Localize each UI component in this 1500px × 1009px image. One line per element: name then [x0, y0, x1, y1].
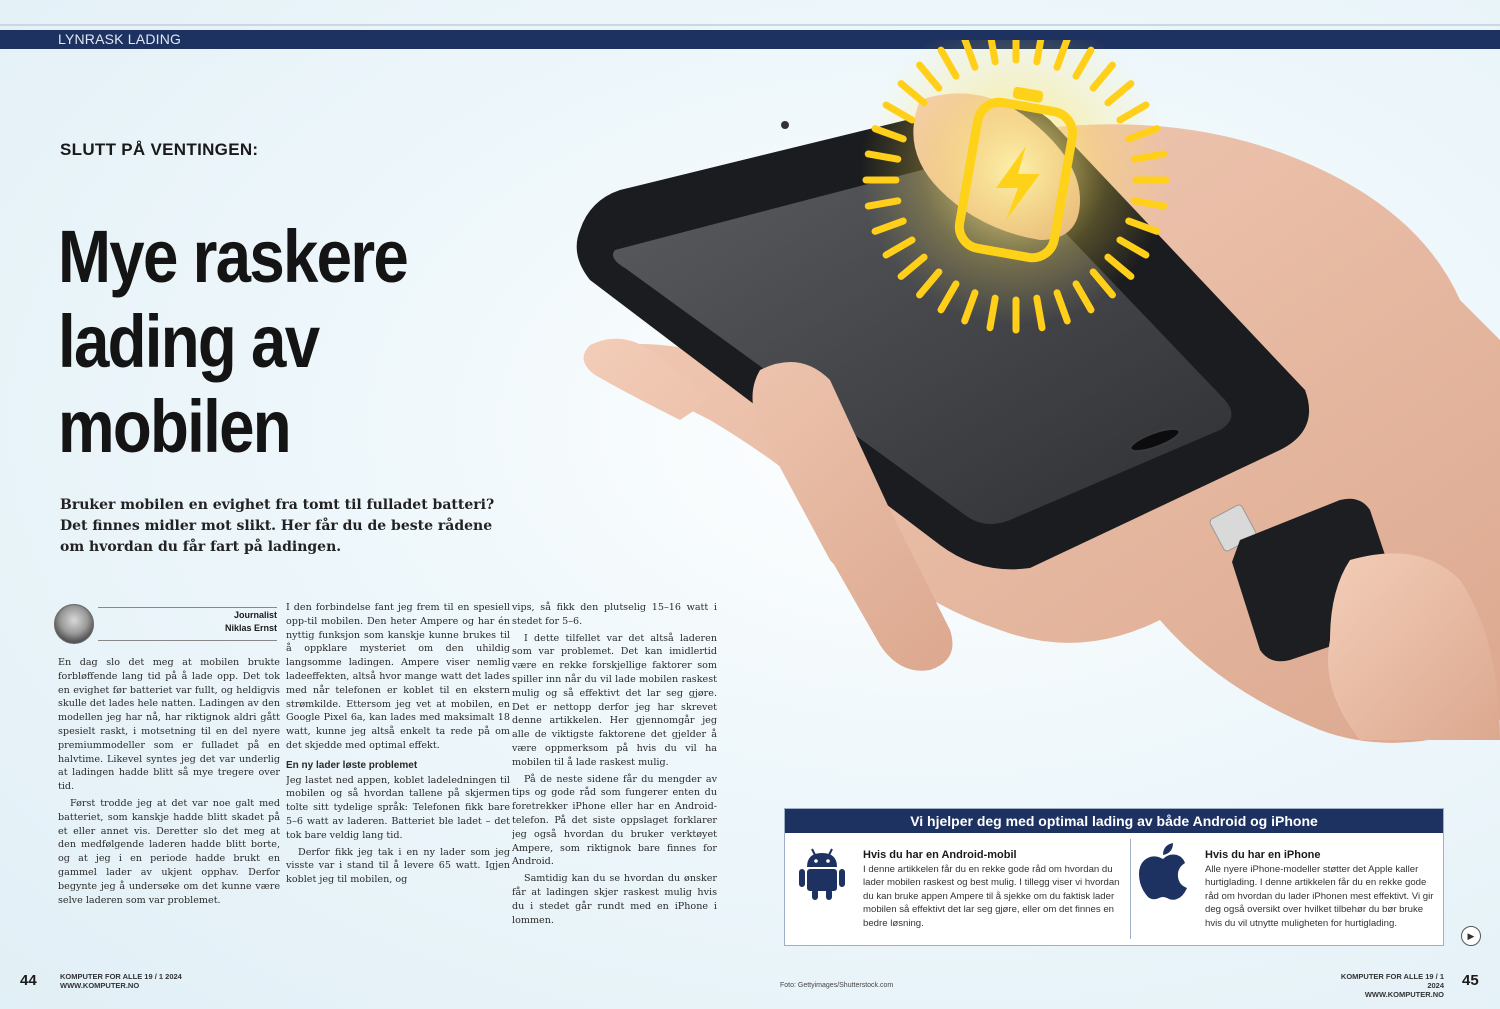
body-column-3: [512, 601, 717, 946]
footer-meta-left: [60, 972, 182, 990]
body-paragraph: En dag slo det meg at mobilen brukte forbløffende lang tid på å lade opp. Det tok en evighet før batteriet var fullt, og heldigvis skulle det lades hele natten. Ladingen av den modellen jeg har nå, har riktignok aldri gått spesielt raskt, i motsetning til en del nyere premiummodeller som er fulladet på en halvtime. Likevel syntes jeg det var underlig at ladingen hadde blitt så mye tregere over tid.: [58, 657, 280, 793]
page-number-right: 45: [1462, 972, 1479, 989]
footer-magazine: KOMPUTER FOR ALLE 19 / 1 2024: [60, 972, 182, 981]
headline-line-2: lading av: [58, 300, 319, 383]
footer-website: WWW.KOMPUTER.NO: [60, 981, 140, 990]
iphone-text: Alle nyere iPhone-modeller støtter det Apple kaller hurtiglading. I denne artikkelen får du en rekke gode råd om hvordan du lader iPhonen mest effektivt. Vi gir deg også oversikt over hvilket tilbehør du bør bruke hvis du vil utnytte muligheten for hurtiglading.: [1205, 864, 1434, 929]
android-title: Hvis du har en Android-mobil: [863, 849, 1017, 861]
page-number-left: 44: [20, 972, 37, 989]
body-paragraph: I dette tilfellet var det altså laderen som var problemet. Det kan imidlertid være en rekke forskjellige faktorer som spiller inn når du vil lade mobilen raskest mulig og så effektivt det lar seg gjøre. Det er nettopp derfor jeg har skrevet denne artikkelen. Her gjennomgår jeg alle de viktigste faktorene det gjelder å være oppmerksom på hvis du vil ha mobilen til å lade raskest mulig.: [512, 632, 717, 768]
byline: [54, 604, 277, 644]
phone-camera: [781, 121, 789, 129]
android-robot-icon: [797, 845, 847, 901]
body-column-2: [286, 601, 510, 956]
info-box-title: Vi hjelper deg med optimal lading av både Android og iPhone: [785, 809, 1443, 833]
footer-website: WWW.KOMPUTER.NO: [1364, 990, 1444, 999]
byline-role: Journalist: [233, 610, 277, 620]
author-avatar: [54, 604, 94, 644]
apple-logo-icon: [1137, 841, 1189, 901]
footer-magazine: KOMPUTER FOR ALLE 19 / 1 2024: [1340, 972, 1444, 990]
body-paragraph: Derfor fikk jeg tak i en ny lader som jeg visste var i stand til å levere 65 watt. Igjen koblet jeg til mobilen, og: [286, 846, 510, 886]
article-headline: [58, 214, 578, 469]
body-paragraph: I den forbindelse fant jeg frem til en spesiell opp-til mobilen. Den heter Ampere og har én nyttig funksjon som kanskje kunne brukes til å oppklare mysteriet om den uhildig langsomme ladingen. Ampere viser nemlig ladeeffekten, altså hvor mange watt det lades med når telefonen er koblet til en ekstern strømkilde. Ettersom jeg vet at mobilen, en Google Pixel 6a, kan lades med maksimalt 18 watt, kunne jeg altså enkelt ta rede på om det skjedde med optimal effekt.: [286, 602, 510, 751]
headline-line-1: Mye raskere: [58, 215, 408, 298]
byline-name: Niklas Ernst: [224, 623, 277, 633]
info-box: [784, 808, 1444, 946]
top-rule: [0, 24, 1500, 26]
next-page-button[interactable]: ▶: [1461, 926, 1481, 946]
iphone-title: Hvis du har en iPhone: [1205, 849, 1321, 861]
section-label: LYNRASK LADING: [58, 31, 182, 47]
body-paragraph: Først trodde jeg at det var noe galt med batteriet, som kanskje hadde blitt skadet på et eller annet vis. Deretter slo det meg at den medfølgende laderen hadde blitt borte, og at jeg i en periode hadde brukt en gammel lader av ukjent opphav. Derfor begynte jeg å undersøke om det kunne være selve laderen som var problemet.: [58, 797, 280, 906]
body-paragraph: Samtidig kan du se hvordan du ønsker får at ladingen skjer raskest mulig hvis du i stedet går rundt med en iPhone i lommen.: [512, 873, 717, 926]
body-paragraph: På de neste sidene får du mengder av tips og gode råd som fungerer enten du foretrekker iPhone eller har en Android-telefon. På det siste oppslaget forklarer jeg også hvordan du bruker verktøyet Ampere, som riktignok bare finnes for Android.: [512, 773, 717, 868]
body-paragraph: Jeg lastet ned appen, koblet ladeledningen til mobilen og så hvordan tallene på skjermen tolte sitt tydelige språk: Telefonen fikk bare 5–6 watt av laderen. Batteriet ble ladet – det tok bare veldig lang tid.: [286, 774, 510, 841]
byline-rule: [98, 607, 277, 608]
body-column-1: [58, 656, 280, 956]
headline-line-3: mobilen: [58, 385, 290, 468]
body-paragraph: vips, så fikk den plutselig 15–16 watt i stedet for 5–6.: [512, 602, 717, 627]
article-kicker: SLUTT PÅ VENTINGEN:: [60, 140, 259, 159]
subheading: En ny lader løste problemet: [286, 759, 418, 771]
byline-rule: [98, 640, 277, 641]
info-box-divider: [1130, 839, 1131, 939]
android-text: I denne artikkelen får du en rekke gode råd om hvordan du lader mobilen raskest og best mulig. I tillegg viser vi hvordan du kan bruke appen Ampere til å sjekke om du faktisk lader mobilen så effektivt det lar seg gjøre, eller om det finnes en bedre løsning.: [863, 864, 1120, 929]
article-ingress: Bruker mobilen en evighet fra tomt til fulladet batteri? Det finnes midler mot slikt. Her får du de beste rådene om hvordan du får fart på ladingen.: [60, 497, 495, 555]
footer-meta-right: [1338, 972, 1444, 999]
photo-credit: Foto: Gettyimages/Shutterstock.com: [780, 982, 894, 989]
